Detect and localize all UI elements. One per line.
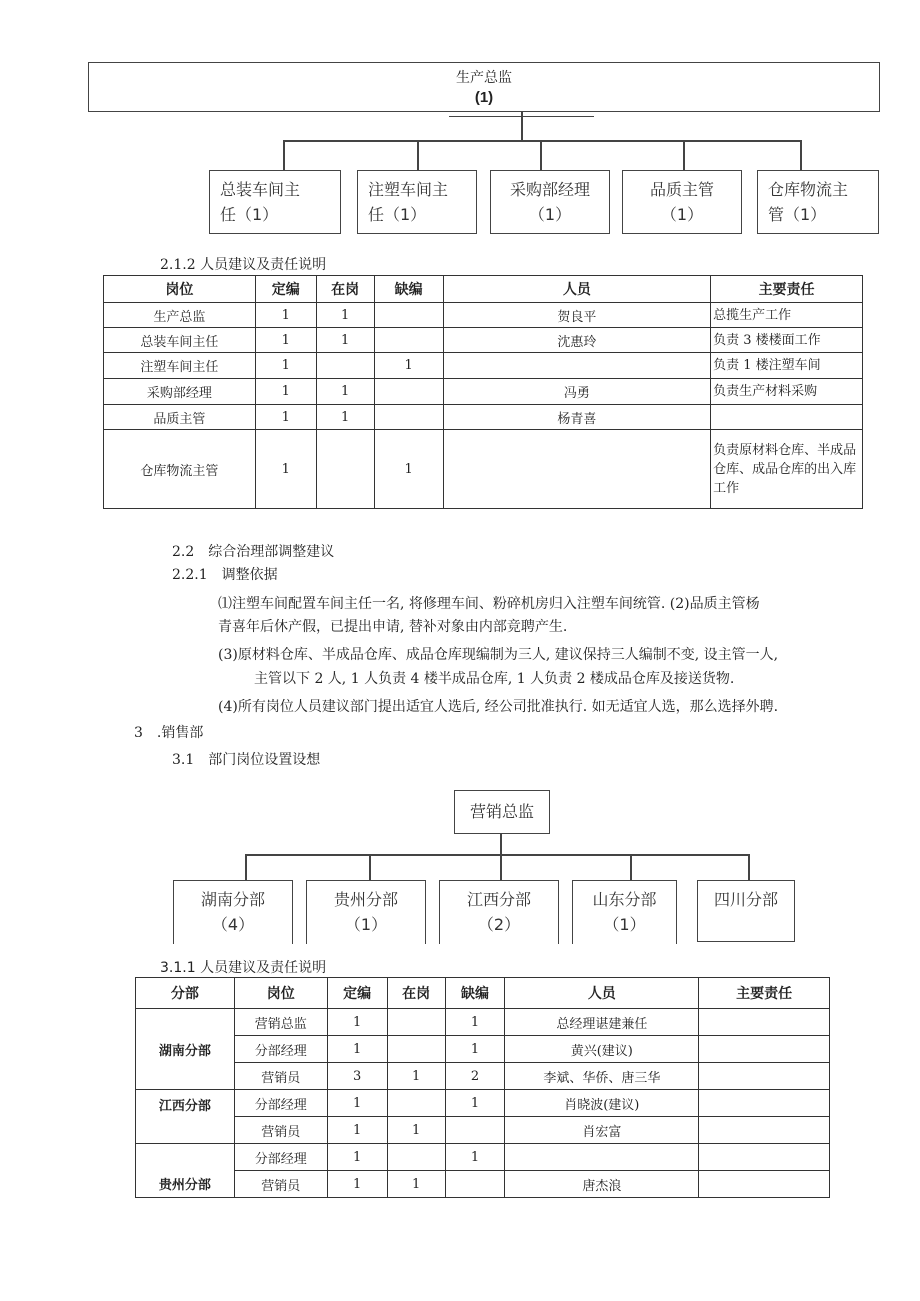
cell-post: 仓库物流主管 [104,430,256,509]
org2-node-text: 山东分部 [592,890,657,909]
cell-post: 分部经理 [234,1036,327,1063]
cell-onduty: 1 [316,328,374,353]
cell-post: 营销员 [234,1117,327,1144]
org1-top-title: 生产总监 [456,70,512,86]
table1-header: 人员 [443,276,711,303]
cell-vacant: 1 [445,1036,505,1063]
org1-node-text: 管（1） [768,205,827,224]
table1-caption: 2.1.2 人员建议及责任说明 [160,257,327,273]
cell-onduty [387,1036,445,1063]
org2-connector [245,854,749,856]
cell-person: 冯勇 [443,379,711,405]
paragraph-1a: ⑴注塑车间配置车间主任一名, 将修理车间、粉碎机房归入注塑车间统管. (2)品质主管杨 [218,596,760,612]
cell-vacant: 1 [374,430,443,509]
paragraph-2a: (3)原材料仓库、半成品仓库、成品仓库现编制为三人, 建议保持三人编制不变, 设主管一人, [218,647,779,663]
cell-quota: 1 [327,1036,387,1063]
table2-header: 分部 [136,978,235,1009]
table1-header-row [104,276,863,303]
heading-3: 3 .销售部 [134,725,204,741]
table-row [104,379,863,405]
org2-node-text: （1） [344,915,388,934]
cell-onduty: 1 [316,405,374,430]
paragraph-3: (4)所有岗位人员建议部门提出适宜人选后, 经公司批准执行. 如无适宜人选，那么选择外聘. [218,699,779,715]
cell-resp [699,1063,830,1090]
table-row [104,353,863,379]
org2-connector [500,834,502,855]
org1-node-text: （1） [528,205,572,224]
cell-post: 生产总监 [104,303,256,328]
cell-resp [699,1009,830,1036]
table1-header: 缺编 [374,276,443,303]
cell-onduty [316,353,374,379]
org1-node-text: 任（1） [368,205,427,224]
cell-post: 分部经理 [234,1090,327,1117]
cell-post: 营销总监 [234,1009,327,1036]
cell-vacant: 1 [374,353,443,379]
org1-node-quality [622,170,742,234]
cell-person: 贺良平 [443,303,711,328]
cell-onduty [387,1144,445,1171]
org2-connector [245,854,247,880]
org2-connector [500,854,502,880]
cell-resp: 总揽生产工作 [711,303,863,328]
org1-node-text: 仓库物流主 [768,180,849,199]
cell-onduty: 1 [387,1063,445,1090]
table2-header-row [136,978,830,1009]
org2-node-hunan [173,880,293,944]
org2-node-text: 四川分部 [713,890,778,909]
org1-connector [283,140,802,142]
org2-node-text: 江西分部 [466,890,531,909]
cell-vacant [374,405,443,430]
cell-onduty [387,1090,445,1117]
org1-connector [449,116,594,117]
table2-header: 缺编 [445,978,505,1009]
cell-quota: 1 [327,1009,387,1036]
table1-header: 在岗 [316,276,374,303]
table-row [136,1036,830,1063]
org1-connector [283,140,285,170]
org2-top-title: 营销总监 [469,802,534,821]
cell-quota: 1 [255,328,316,353]
table-row [136,1063,830,1090]
org1-connector [540,140,542,170]
table2-header: 岗位 [234,978,327,1009]
cell-post: 品质主管 [104,405,256,430]
org2-node-sichuan [697,880,795,942]
table2-header: 主要责任 [699,978,830,1009]
cell-person: 沈惠玲 [443,328,711,353]
cell-person [505,1144,699,1171]
cell-post: 总装车间主任 [104,328,256,353]
cell-quota: 1 [255,405,316,430]
cell-person: 肖宏富 [505,1117,699,1144]
cell-quota: 1 [255,303,316,328]
org1-top-count: (1) [474,89,494,106]
cell-resp: 负责原材料仓库、半成品仓库、成品仓库的出入库工作 [711,430,863,509]
org2-node-guizhou [306,880,426,944]
cell-vacant: 1 [445,1144,505,1171]
cell-quota: 1 [327,1117,387,1144]
table1-header: 主要责任 [711,276,863,303]
org1-node-warehouse [757,170,879,234]
org1-node-molding [357,170,477,234]
cell-post: 注塑车间主任 [104,353,256,379]
table1-header: 定编 [255,276,316,303]
cell-onduty: 1 [387,1117,445,1144]
org2-node-text: 湖南分部 [200,890,265,909]
org1-node-assembly [209,170,341,234]
cell-person: 唐杰浪 [505,1171,699,1198]
cell-quota: 1 [255,430,316,509]
org2-connector [630,854,632,880]
cell-resp [699,1171,830,1198]
cell-resp [699,1144,830,1171]
heading-3-1: 3.1 部门岗位设置设想 [172,752,321,768]
cell-vacant: 2 [445,1063,505,1090]
table1 [103,275,863,509]
cell-resp: 负责 3 楼楼面工作 [711,328,863,353]
heading-2-2: 2.2 综合治理部调整建议 [172,544,335,560]
org2-node-text: （1） [603,915,646,934]
org1-connector [800,140,802,170]
table2-header: 定编 [327,978,387,1009]
cell-resp [699,1090,830,1117]
org1-node-purchasing [490,170,610,234]
cell-onduty: 1 [316,303,374,328]
cell-person: 杨青喜 [443,405,711,430]
cell-quota: 1 [255,353,316,379]
cell-post: 分部经理 [234,1144,327,1171]
cell-person: 肖晓波(建议) [505,1090,699,1117]
org2-connector [369,854,371,880]
cell-person: 总经理谌建兼任 [505,1009,699,1036]
cell-resp [699,1117,830,1144]
org1-node-text: 采购部经理 [509,180,590,199]
table-row [104,430,863,509]
paragraph-2b: 主管以下 2 人, 1 人负责 4 楼半成品仓库, 1 人负责 2 楼成品仓库及接送货物. [254,671,735,687]
table-row [136,1144,830,1171]
org1-node-text: 总装车间主 [220,180,301,199]
table2 [135,977,830,1198]
cell-person [443,353,711,379]
cell-vacant [445,1117,505,1144]
org2-node-text: （2） [477,915,521,934]
org1-node-text: 任（1） [220,205,279,224]
cell-onduty [387,1009,445,1036]
table-row [136,1090,830,1117]
cell-vacant: 1 [445,1090,505,1117]
org1-top-box [88,62,880,112]
heading-2-2-1: 2.2.1 调整依据 [172,567,278,583]
org1-node-text: （1） [660,205,704,224]
org2-connector [748,854,750,880]
cell-quota: 1 [327,1144,387,1171]
cell-post: 营销员 [234,1063,327,1090]
cell-post: 营销员 [234,1171,327,1198]
table-row [104,405,863,430]
cell-quota: 1 [255,379,316,405]
cell-resp [699,1036,830,1063]
cell-person: 李斌、华侨、唐三华 [505,1063,699,1090]
cell-resp: 负责生产材料采购 [711,379,863,405]
cell-dept: 湖南分部 [136,1009,235,1090]
table-row [104,303,863,328]
table-row [104,328,863,353]
org1-connector [417,140,419,170]
cell-person [443,430,711,509]
cell-quota: 1 [327,1171,387,1198]
org2-node-text: 贵州分部 [333,890,398,909]
org2-top-box [454,790,550,834]
cell-onduty [316,430,374,509]
table-row [136,1117,830,1144]
cell-vacant: 1 [445,1009,505,1036]
org2-node-jiangxi [439,880,559,944]
table-row [136,1009,830,1036]
cell-dept: 贵州分部 [136,1144,235,1198]
org2-node-shandong [572,880,677,944]
cell-vacant [374,379,443,405]
cell-dept: 江西分部 [136,1090,235,1144]
table2-header: 人员 [505,978,699,1009]
cell-onduty: 1 [387,1171,445,1198]
cell-resp: 负责 1 楼注塑车间 [711,353,863,379]
org2-node-text: （4） [211,915,255,934]
cell-onduty: 1 [316,379,374,405]
table2-caption: 3.1.1 人员建议及责任说明 [160,960,327,976]
cell-vacant [374,303,443,328]
org1-node-text: 注塑车间主 [368,180,449,199]
cell-post: 采购部经理 [104,379,256,405]
table-row [136,1171,830,1198]
cell-vacant [445,1171,505,1198]
org1-connector [683,140,685,170]
table2-header: 在岗 [387,978,445,1009]
paragraph-1b: 青喜年后休产假，已提出申请, 替补对象由内部竞聘产生. [218,619,568,635]
cell-quota: 3 [327,1063,387,1090]
table1-header: 岗位 [104,276,256,303]
cell-quota: 1 [327,1090,387,1117]
cell-resp [711,405,863,430]
cell-vacant [374,328,443,353]
cell-person: 黄兴(建议) [505,1036,699,1063]
org1-node-text: 品质主管 [649,180,714,199]
